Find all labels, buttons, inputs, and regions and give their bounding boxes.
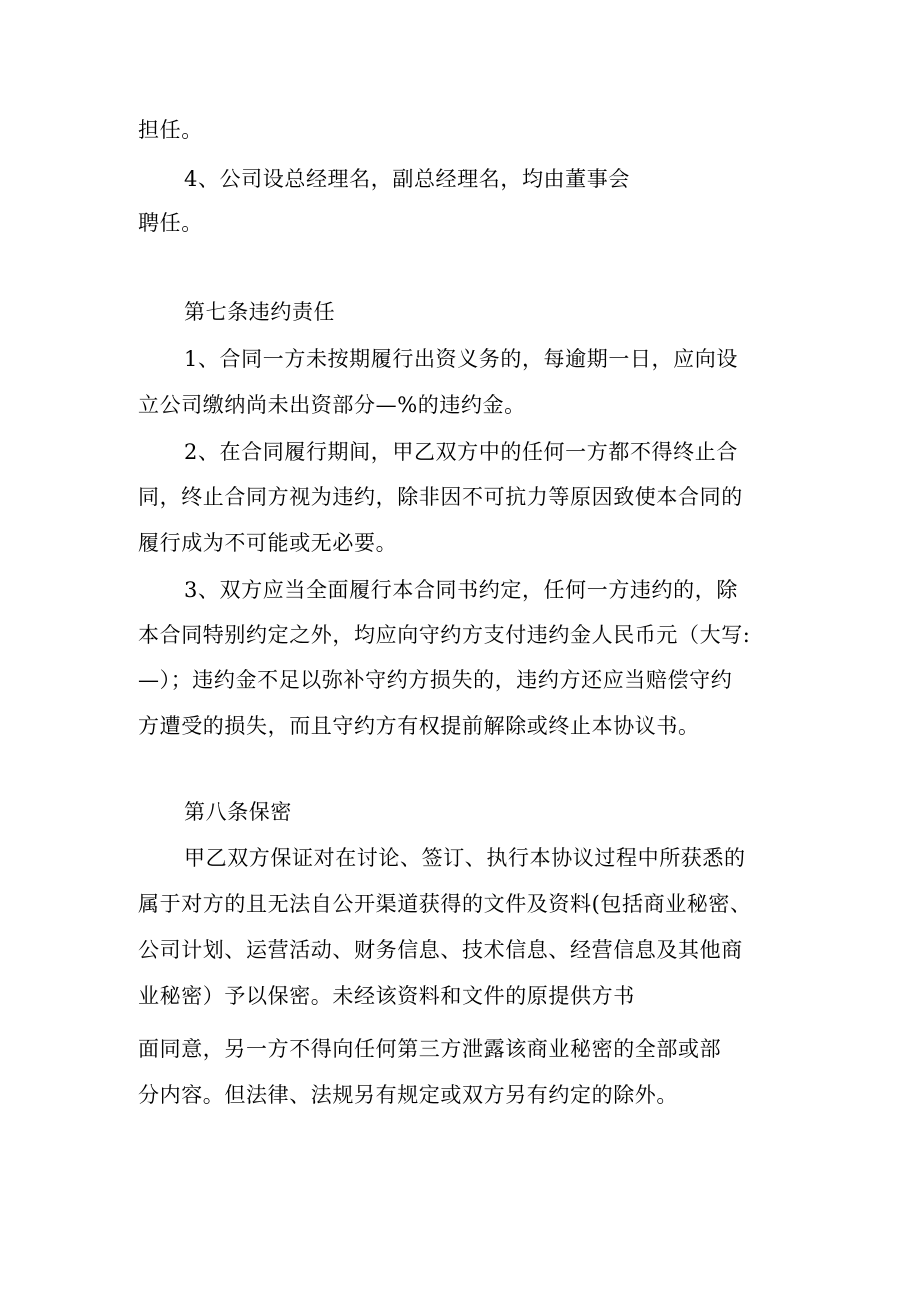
text-line: —）；违约金不足以弥补守约方损失的，违约方还应当赔偿守约: [138, 668, 733, 692]
text-line: 同，终止合同方视为违约，除非因不可抗力等原因致使本合同的: [138, 485, 743, 509]
text-line: 本合同特别约定之外，均应向守约方支付违约金人民币元（大写:: [138, 623, 751, 647]
text-line: 业秘密）予以保密。未经该资料和文件的原提供方书: [138, 984, 635, 1008]
text-line: 属于对方的且无法自公开渠道获得的文件及资料(包括商业秘密、: [138, 892, 752, 916]
text-line: 履行成为不可能或无必要。: [138, 531, 398, 555]
text-line: 甲乙双方保证对在讨论、签订、执行本协议过程中所获悉的: [184, 846, 746, 870]
text-line: 聘任。: [138, 211, 203, 235]
text-line: 分内容。但法律、法规另有规定或双方另有约定的除外。: [138, 1083, 678, 1107]
text-line: 担任。: [138, 118, 203, 142]
text-line: 方遭受的损失，而且守约方有权提前解除或终止本协议书。: [138, 714, 700, 738]
section-heading: 第八条保密: [184, 800, 292, 824]
text-line: 1、合同一方未按期履行出资义务的，每逾期一日，应向设: [184, 347, 738, 371]
text-line: 4、公司设总经理名，副总经理名，均由董事会: [184, 167, 630, 191]
text-line: 3、双方应当全面履行本合同书约定，任何一方违约的，除: [184, 578, 738, 602]
text-line: 2、在合同履行期间，甲乙双方中的任何一方都不得终止合: [184, 440, 738, 464]
text-line: 公司计划、运营活动、财务信息、技术信息、经营信息及其他商: [138, 938, 743, 962]
text-line: 立公司缴纳尚未出资部分—%的违约金。: [138, 393, 526, 417]
text-line: 面同意，另一方不得向任何第三方泄露该商业秘密的全部或部: [138, 1037, 722, 1061]
section-heading: 第七条违约责任: [184, 300, 336, 324]
